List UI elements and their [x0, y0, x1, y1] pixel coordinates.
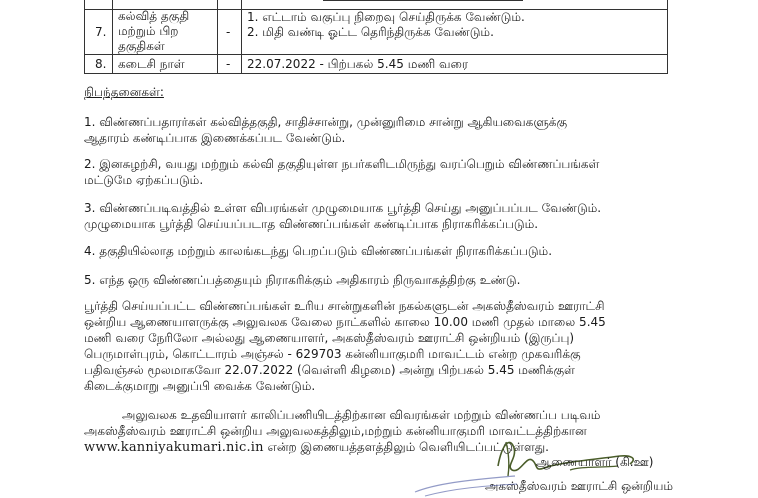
- row-8-number: 8.: [95, 57, 107, 71]
- signatory-office: அகஸ்தீஸ்வரம் ஊராட்சி ஒன்றியம்: [485, 479, 674, 493]
- condition-3-line2: முழுமையாக பூர்த்தி செய்யப்படாத விண்ணப்பங்கள் கண்டிப்பாக நிராகரிக்கப்படும்.: [84, 217, 539, 231]
- row-7-detail-2: 2. மிதி வண்டி ஓட்ட தெரிந்திருக்க வேண்டும்.: [247, 25, 494, 39]
- row-8-detail: 22.07.2022 - பிற்பகல் 5.45 மணி வரை: [247, 57, 469, 71]
- condition-2-line2: மட்டுமே ஏற்கப்படும்.: [84, 173, 204, 187]
- condition-1-line1: 1. விண்ணப்பதாரர்கள் கல்வித்தகுதி, சாதிச்சான்று, முன்னுரிமை சான்று ஆகியவைகளுக்கு: [84, 115, 568, 129]
- publication-line-2: அகஸ்தீஸ்வரம் ஊராட்சி ஒன்றிய அலுவலகத்திலும்,மற்றும் கன்னியாகுமரி மாவட்டத்திற்கான: [84, 424, 587, 438]
- row-7-criterion-line3: தகுதிகள்: [118, 39, 165, 53]
- signatory-designation: ஆணையாளர் (கி.ஊ): [536, 455, 654, 469]
- condition-2-line1: 2. இனசுழற்சி, வயது மற்றும் கல்வி தகுதியுள்ள நபர்களிடமிருந்து வரப்பெறும் விண்ணப்பங்கள்: [84, 157, 600, 171]
- submission-line-4: பெருமாள்புரம், கொட்டாரம் அஞ்சல் - 629703 கன்னியாகுமரி மாவட்டம் என்ற முகவரிக்கு: [84, 347, 581, 361]
- row-8-dash: -: [226, 57, 231, 71]
- row-7-criterion-line1: கல்வித் தகுதி: [118, 9, 190, 23]
- row-7-detail-1: 1. எட்டாம் வகுப்பு நிறைவு செய்திருக்க வேண்டும்.: [247, 10, 525, 24]
- office-stamp-mark: [405, 470, 525, 498]
- district-website-link[interactable]: www.kanniyakumari.nic.in: [84, 440, 264, 455]
- submission-line-2: ஒன்றிய ஆணையாளருக்கு அலுவலக வேலை நாட்களில் காலை 10.00 மணி முதல் மாலை 5.45: [84, 315, 606, 329]
- condition-3-line1: 3. விண்ணப்படிவத்தில் உள்ள விபரங்கள் முழுமையாக பூர்த்தி செய்து அனுப்பப்பட வேண்டும்.: [84, 201, 602, 215]
- details-table: [84, 0, 668, 74]
- row-7-dash: -: [226, 25, 231, 39]
- condition-4: 4. தகுதியில்லாத மற்றும் காலங்கடந்து பெறப்படும் விண்ணப்பங்கள் நிராகரிக்கப்படும்.: [84, 244, 553, 258]
- submission-line-3: மணி வரை நேரிலோ அல்லது ஆணையாளர், அகஸ்தீஸ்வரம் ஊராட்சி ஒன்றியம் (இருப்பு): [84, 331, 575, 345]
- submission-line-1: பூர்த்தி செய்யப்பட்ட விண்ணப்பங்கள் உரிய சான்றுகளின் நகல்களுடன் அகஸ்தீஸ்வரம் ஊராட்சி: [84, 299, 605, 313]
- row-7-criterion-line2: மற்றும் பிற: [118, 24, 179, 38]
- submission-line-5: பதிவஞ்சல் மூலமாகவோ 22.07.2022 (வெள்ளி கிழமை) அன்று பிற்பகல் 5.45 மணிக்குள்: [84, 363, 575, 377]
- publication-line-1: அலுவலக உதவியாளர் காலிப்பணியிடத்திற்கான விவரங்கள் மற்றும் விண்ணப்ப படிவம்: [122, 408, 601, 422]
- conditions-heading: நிபந்தனைகள்:: [84, 85, 164, 99]
- condition-5: 5. எந்த ஒரு விண்ணப்பத்தையும் நிராகரிக்கும் அதிகாரம் நிருவாகத்திற்கு உண்டு.: [84, 273, 521, 287]
- submission-line-6: கிடைக்குமாறு அனுப்பி வைக்க வேண்டும்.: [84, 379, 316, 393]
- row-8-criterion: கடைசி நாள்: [118, 57, 185, 71]
- row-7-number: 7.: [95, 25, 107, 39]
- condition-1-line2: ஆதாரம் கண்டிப்பாக இணைக்கப்பட வேண்டும்.: [84, 131, 346, 145]
- publication-line-3-rest: என்ற இணையத்தளத்திலும் வெளியிடப்பட்டுள்ளது.: [263, 440, 549, 454]
